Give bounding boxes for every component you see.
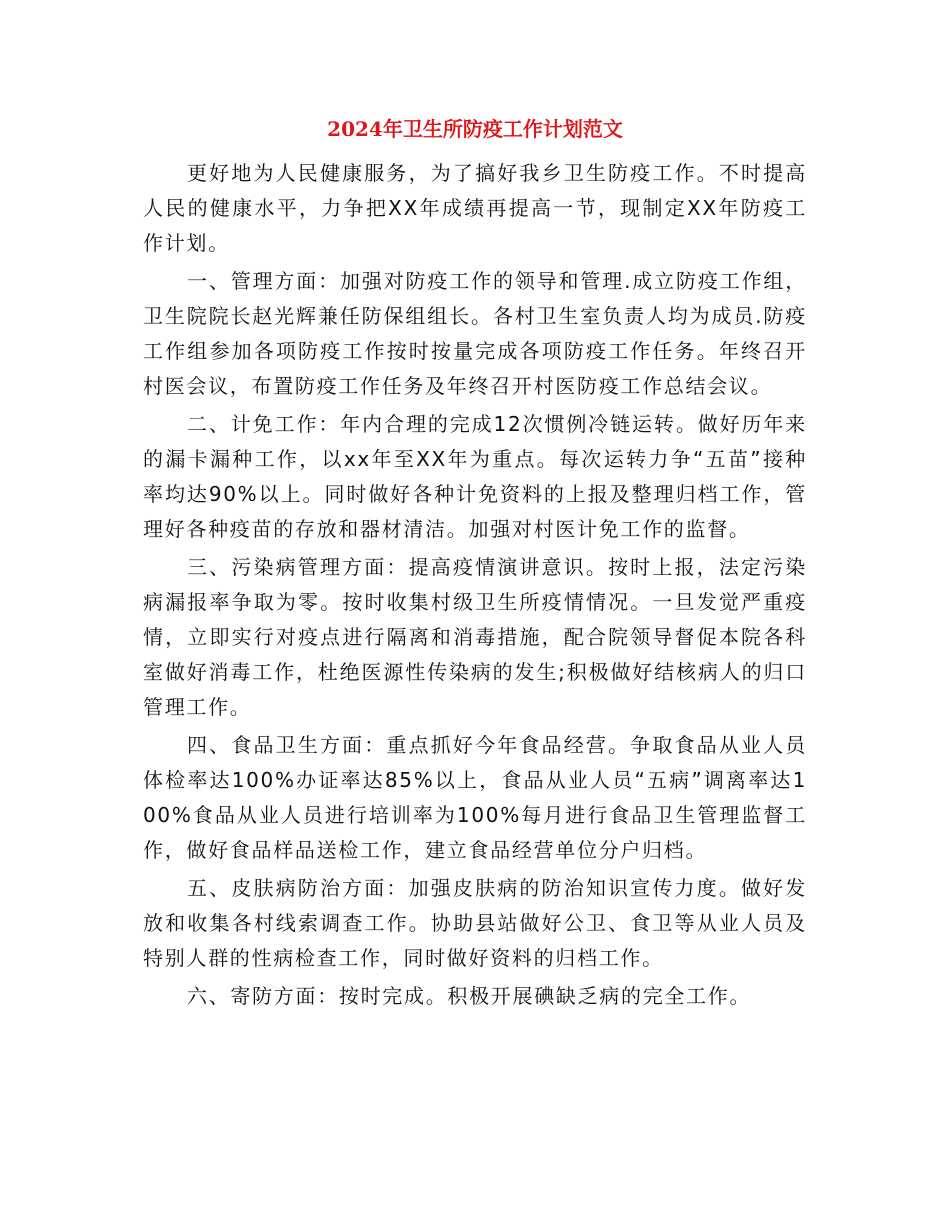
paragraph-intro: 更好地为人民健康服务，为了搞好我乡卫生防疫工作。不时提高人民的健康水平，力争把XX年成绩再提高一节，现制定XX年防疫工作计划。 <box>143 161 807 255</box>
paragraph-skin-disease: 五、皮肤病防治方面：加强皮肤病的防治知识宣传力度。做好发放和收集各村线索调查工作。协助县站做好公卫、食卫等从业人员及特别人群的性病检查工作，同时做好资料的归档工作。 <box>143 876 807 970</box>
paragraph-management: 一、管理方面：加强对防疫工作的领导和管理.成立防疫工作组，卫生院院长赵光辉兼任防保组组长。各村卫生室负责人均为成员.防疫工作组参加各项防疫工作按时按量完成各项防疫工作任务。年终召开村医会议，布置防疫工作任务及年终召开村医防疫工作总结会议。 <box>143 269 807 398</box>
paragraph-endemic-prevention: 六、寄防方面：按时完成。积极开展碘缺乏病的完全工作。 <box>187 984 752 1008</box>
paragraph-food-hygiene: 四、食品卫生方面：重点抓好今年食品经营。争取食品从业人员体检率达100%办证率达85%以上，食品从业人员“五病”调离率达100%食品从业人员进行培训率为100%每月进行食品卫生管理监督工作，做好食品样品送检工作，建立食品经营单位分户归档。 <box>143 733 807 862</box>
paragraph-infectious-disease: 三、污染病管理方面：提高疫情演讲意识。按时上报，法定污染病漏报率争取为零。按时收集村级卫生所疫情情况。一旦发觉严重疫情，立即实行对疫点进行隔离和消毒措施，配合院领导督促本院各科室做好消毒工作，杜绝医源性传染病的发生;积极做好结核病人的归口管理工作。 <box>143 555 807 719</box>
paragraph-immunization: 二、计免工作：年内合理的完成12次惯例冷链运转。做好历年来的漏卡漏种工作，以xx年至XX年为重点。每次运转力争“五苗”接种率均达90%以上。同时做好各种计免资料的上报及整理归档工作，管理好各种疫苗的存放和器材清洁。加强对村医计免工作的监督。 <box>143 412 807 541</box>
document-title: 2024年卫生所防疫工作计划范文 <box>327 117 623 141</box>
document-body <box>143 156 807 1017</box>
